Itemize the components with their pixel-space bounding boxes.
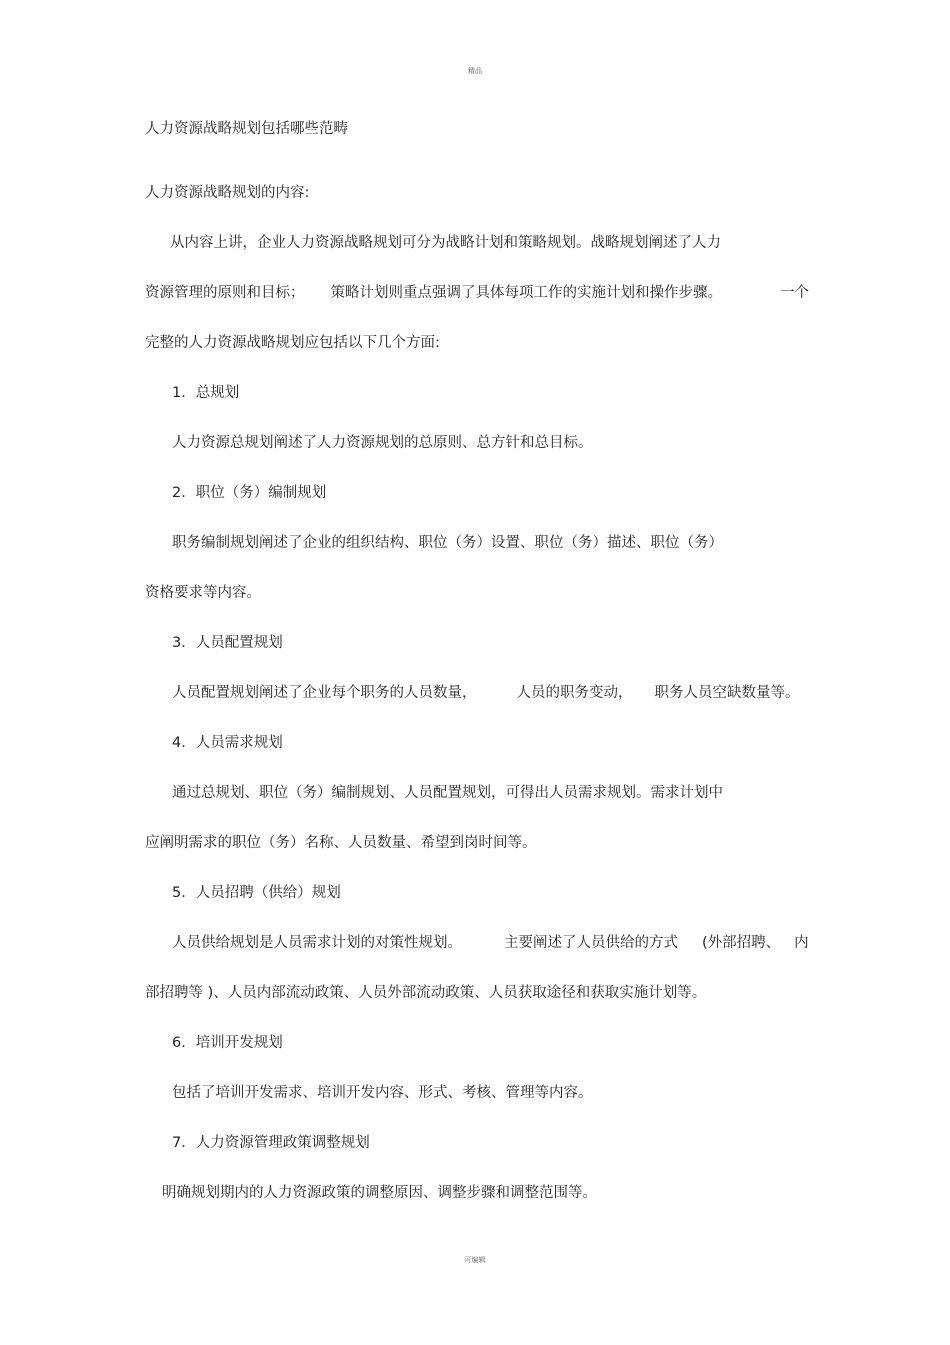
intro-paragraph-line-1: 从内容上讲，企业人力资源战略规划可分为战略计划和策略规划。战略规划阐述了人力 (170, 235, 721, 251)
section-heading: 7．人力资源管理政策调整规划 (172, 1135, 370, 1151)
page-header: 精品 (468, 67, 482, 75)
section-heading: 1．总规划 (172, 385, 240, 401)
section-body-line: 部招聘等 )、人员内部流动政策、人员外部流动政策、人员获取途径和获取实施计划等。 (145, 985, 707, 1001)
section-heading: 5．人员招聘（供给）规划 (172, 885, 341, 901)
section-body-line: 资格要求等内容。 (145, 585, 261, 601)
section-body-line: 人力资源总规划阐述了人力资源规划的总原则、总方针和总目标。 (172, 435, 593, 451)
section-body-part: 内 (794, 935, 809, 951)
section-body-part: 主要阐述了人员供给的方式 (504, 935, 678, 951)
section-heading: 2．职位（务）编制规划 (172, 485, 327, 501)
section-body-part: 人员供给规划是人员需求计划的对策性规划。 (172, 935, 462, 951)
section-body-line (172, 684, 800, 702)
section-body-line (172, 934, 809, 952)
section-body-line: 明确规划期内的人力资源政策的调整原因、调整步骤和调整范围等。 (162, 1185, 597, 1201)
section-body-part: 人员配置规划阐述了企业每个职务的人员数量， (172, 685, 477, 701)
intro-line-2-part-c: 一个 (780, 285, 809, 301)
intro-heading: 人力资源战略规划的内容: (145, 185, 310, 201)
intro-line-2-part-a: 资源管理的原则和目标； (145, 285, 305, 301)
section-body-line: 职务编制规划阐述了企业的组织结构、职位（务）设置、职位（务）描述、职位（务） (172, 535, 723, 551)
intro-paragraph-line-2 (145, 284, 809, 302)
intro-paragraph-line-3: 完整的人力资源战略规划应包括以下几个方面: (145, 335, 440, 351)
page-footer: 可编辑 (464, 1256, 486, 1264)
section-heading: 4．人员需求规划 (172, 735, 283, 751)
section-body-line: 包括了培训开发需求、培训开发内容、形式、考核、管理等内容。 (172, 1085, 593, 1101)
section-body-line: 通过总规划、职位（务）编制规划、人员配置规划，可得出人员需求规划。需求计划中 (172, 785, 723, 801)
intro-line-2-part-b: 策略计划则重点强调了具体每项工作的实施计划和操作步骤。 (330, 285, 722, 301)
document-title: 人力资源战略规划包括哪些范畴 (145, 121, 348, 137)
section-heading: 6．培训开发规划 (172, 1035, 283, 1051)
section-body-part: (外部招聘、 (702, 935, 781, 951)
section-body-part: 职务人员空缺数量等。 (654, 685, 800, 701)
section-body-line: 应阐明需求的职位（务）名称、人员数量、希望到岗时间等。 (145, 835, 537, 851)
section-body-part: 人员的职务变动， (516, 685, 633, 701)
section-heading: 3．人员配置规划 (172, 635, 283, 651)
